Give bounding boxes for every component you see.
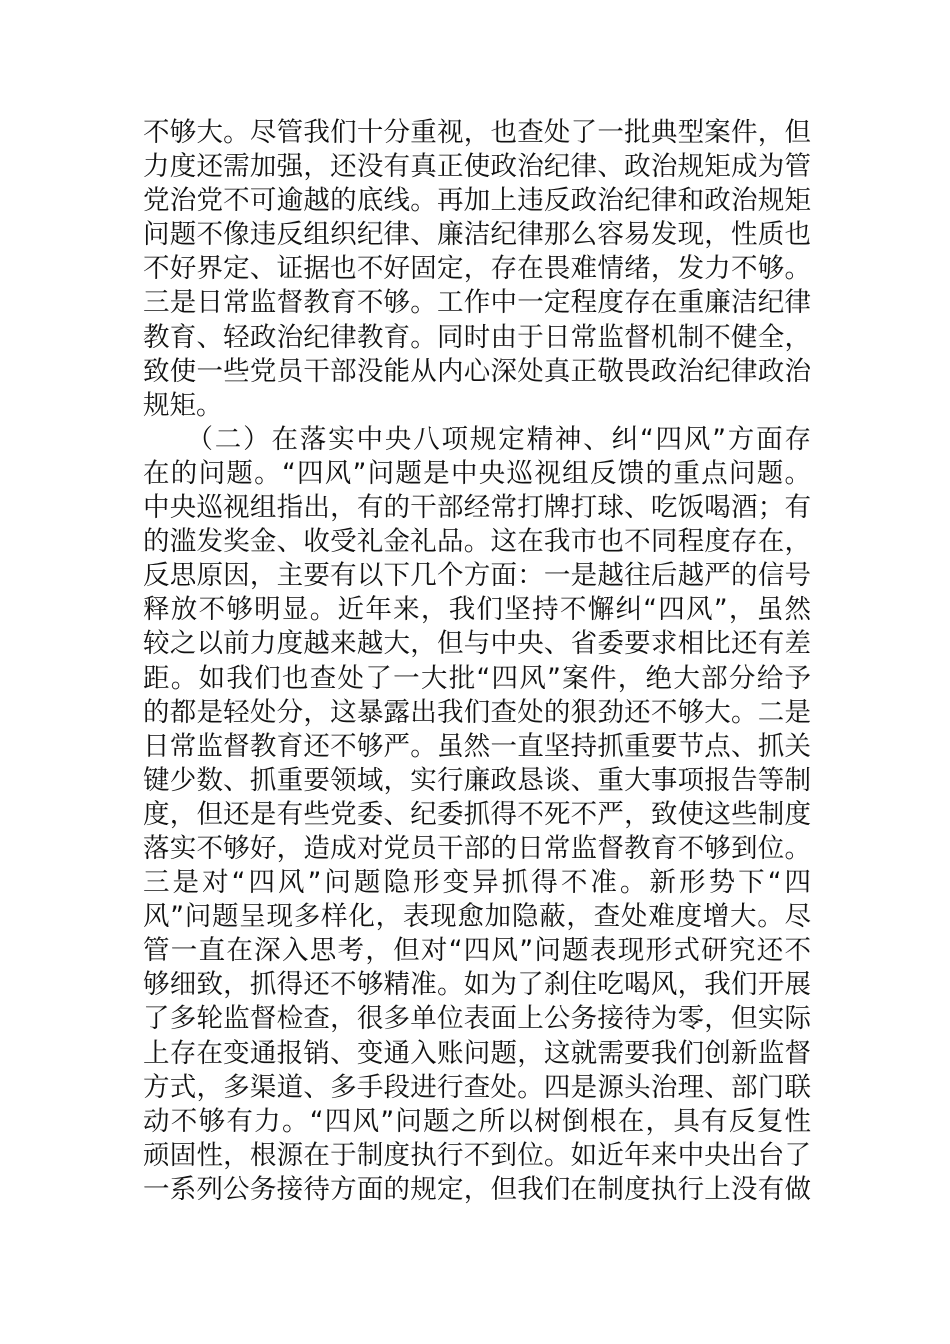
text-line: 落实不够好，造成对党员干部的日常监督教育不够到位。	[143, 832, 811, 864]
text-line: 一系列公务接待方面的规定，但我们在制度执行上没有做	[143, 1173, 811, 1205]
text-line: 度，但还是有些党委、纪委抓得不死不严，致使这些制度	[143, 798, 811, 830]
text-line: 风”问题呈现多样化，表现愈加隐蔽，查处难度增大。尽	[143, 901, 811, 933]
text-line: 较之以前力度越来越大，但与中央、省委要求相比还有差	[143, 628, 811, 660]
text-line: 上存在变通报销、变通入账问题，这就需要我们创新监督	[143, 1037, 811, 1069]
text-line: 不够大。尽管我们十分重视，也查处了一批典型案件，但	[143, 117, 811, 148]
text-line: 顽固性，根源在于制度执行不到位。如近年来中央出台了	[143, 1139, 811, 1171]
text-line: 中央巡视组指出，有的干部经常打牌打球、吃饭喝酒；有	[143, 492, 811, 524]
text-line: 不好界定、证据也不好固定，存在畏难情绪，发力不够。	[143, 253, 811, 285]
text-line: 动不够有力。“四风”问题之所以树倒根在，具有反复性	[143, 1105, 811, 1137]
text-line: 问题不像违反组织纪律、廉洁纪律那么容易发现，性质也	[143, 219, 811, 251]
text-line: 反思原因，主要有以下几个方面：一是越往后越严的信号	[143, 560, 811, 592]
text-line: 三是日常监督教育不够。工作中一定程度存在重廉洁纪律	[143, 287, 811, 319]
text-line: 致使一些党员干部没能从内心深处真正敬畏政治纪律政治	[143, 355, 811, 387]
document-page	[143, 116, 811, 1207]
text-line: 教育、轻政治纪律教育。同时由于日常监督机制不健全，	[143, 321, 811, 353]
text-line: 管一直在深入思考，但对“四风”问题表现形式研究还不	[143, 935, 811, 967]
text-line: 释放不够明显。近年来，我们坚持不懈纠“四风”，虽然	[143, 594, 811, 626]
text-line: 在的问题。“四风”问题是中央巡视组反馈的重点问题。	[143, 457, 811, 489]
text-line: 规矩。	[143, 389, 223, 421]
text-line: 方式，多渠道、多手段进行查处。四是源头治理、部门联	[143, 1071, 811, 1103]
text-line: 够细致，抓得还不够精准。如为了刹住吃喝风，我们开展	[143, 969, 811, 1001]
text-line: （二）在落实中央八项规定精神、纠“四风”方面存	[143, 423, 811, 455]
text-line: 键少数、抓重要领域，实行廉政恳谈、重大事项报告等制	[143, 764, 811, 796]
text-line: 的滥发奖金、收受礼金礼品。这在我市也不同程度存在，	[143, 526, 811, 558]
text-line: 力度还需加强，还没有真正使政治纪律、政治规矩成为管	[143, 151, 811, 183]
text-line: 的都是轻处分，这暴露出我们查处的狠劲还不够大。二是	[143, 696, 811, 728]
text-line: 日常监督教育还不够严。虽然一直坚持抓重要节点、抓关	[143, 730, 811, 762]
text-line: 三是对“四风”问题隐形变异抓得不准。新形势下“四	[143, 867, 811, 899]
text-line: 距。如我们也查处了一大批“四风”案件，绝大部分给予	[143, 662, 811, 694]
text-line: 党治党不可逾越的底线。再加上违反政治纪律和政治规矩	[143, 185, 811, 217]
text-line: 了多轮监督检查，很多单位表面上公务接待为零，但实际	[143, 1003, 811, 1035]
